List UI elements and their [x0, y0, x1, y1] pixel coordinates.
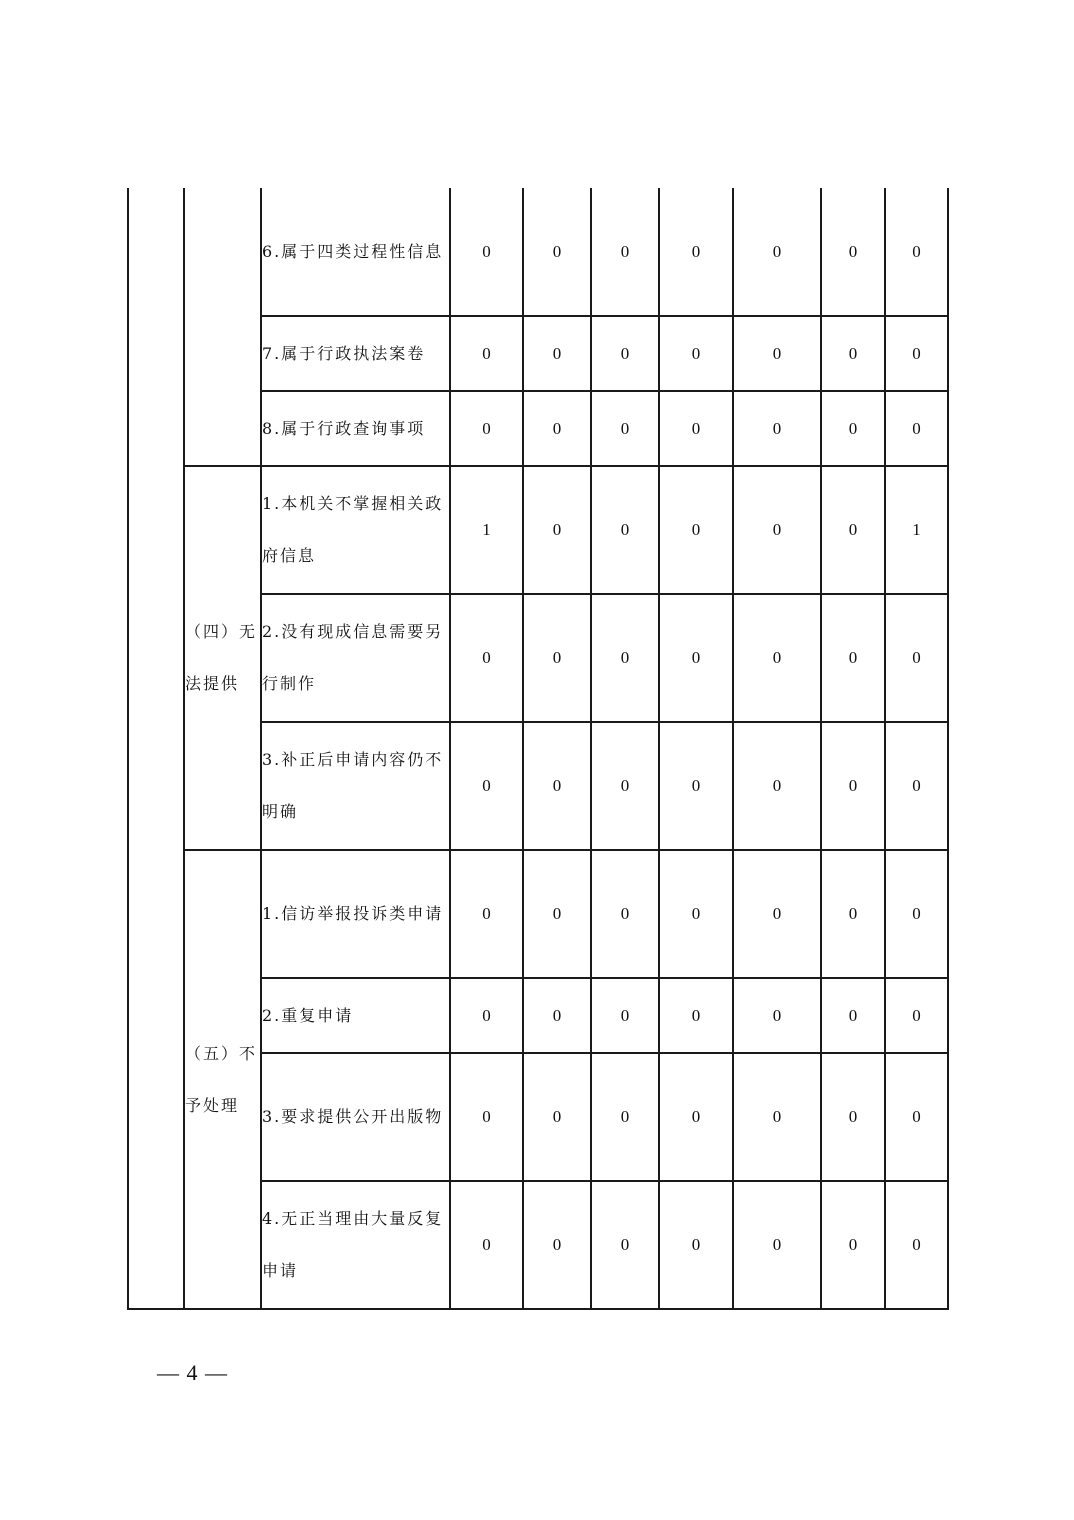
value-cell: 0 — [733, 722, 821, 850]
value-cell: 0 — [523, 316, 591, 391]
value-cell: 0 — [450, 594, 523, 722]
row-label: 1.本机关不掌握相关政府信息 — [261, 466, 450, 594]
value-cell: 0 — [523, 594, 591, 722]
value-cell: 0 — [885, 391, 948, 466]
value-cell: 0 — [659, 978, 733, 1053]
value-cell: 0 — [821, 594, 885, 722]
value-cell: 0 — [821, 391, 885, 466]
value-cell: 0 — [885, 978, 948, 1053]
value-cell: 0 — [523, 188, 591, 316]
value-cell: 0 — [523, 1181, 591, 1309]
value-cell: 0 — [885, 1181, 948, 1309]
value-cell: 0 — [523, 722, 591, 850]
value-cell: 0 — [733, 466, 821, 594]
value-cell: 0 — [450, 188, 523, 316]
group-cell — [184, 188, 261, 466]
row-label: 3.补正后申请内容仍不明确 — [261, 722, 450, 850]
value-cell: 0 — [821, 1181, 885, 1309]
value-cell: 0 — [733, 391, 821, 466]
row-label: 1.信访举报投诉类申请 — [261, 850, 450, 978]
value-cell: 0 — [885, 850, 948, 978]
value-cell: 0 — [450, 1053, 523, 1181]
value-cell: 0 — [733, 188, 821, 316]
value-cell: 0 — [821, 188, 885, 316]
value-cell: 0 — [659, 850, 733, 978]
value-cell: 0 — [591, 978, 659, 1053]
value-cell: 0 — [733, 850, 821, 978]
table-body — [128, 188, 948, 1309]
row-label: 2.重复申请 — [261, 978, 450, 1053]
value-cell: 0 — [450, 1181, 523, 1309]
statistics-table — [127, 188, 949, 1310]
value-cell: 0 — [733, 594, 821, 722]
value-cell: 0 — [733, 1053, 821, 1181]
value-cell: 0 — [450, 978, 523, 1053]
value-cell: 0 — [821, 722, 885, 850]
value-cell: 0 — [659, 722, 733, 850]
value-cell: 0 — [591, 722, 659, 850]
value-cell: 0 — [591, 316, 659, 391]
value-cell: 0 — [659, 188, 733, 316]
row-label: 3.要求提供公开出版物 — [261, 1053, 450, 1181]
value-cell: 0 — [733, 1181, 821, 1309]
value-cell: 0 — [821, 316, 885, 391]
value-cell: 0 — [659, 1181, 733, 1309]
value-cell: 0 — [591, 466, 659, 594]
row-label: 7.属于行政执法案卷 — [261, 316, 450, 391]
row-label: 6.属于四类过程性信息 — [261, 188, 450, 316]
value-cell: 0 — [591, 391, 659, 466]
value-cell: 0 — [821, 1053, 885, 1181]
value-cell: 0 — [591, 594, 659, 722]
value-cell: 0 — [591, 1181, 659, 1309]
value-cell: 0 — [885, 316, 948, 391]
group-cell: （四）无法提供 — [184, 466, 261, 850]
value-cell: 0 — [821, 850, 885, 978]
value-cell: 0 — [591, 1053, 659, 1181]
value-cell: 0 — [733, 978, 821, 1053]
value-cell: 0 — [591, 850, 659, 978]
table-row — [128, 850, 948, 978]
value-cell: 0 — [659, 391, 733, 466]
value-cell: 0 — [523, 978, 591, 1053]
value-cell: 0 — [450, 722, 523, 850]
value-cell: 0 — [450, 316, 523, 391]
value-cell: 0 — [659, 466, 733, 594]
value-cell: 0 — [591, 188, 659, 316]
value-cell: 0 — [659, 316, 733, 391]
value-cell: 1 — [885, 466, 948, 594]
value-cell: 0 — [659, 594, 733, 722]
value-cell: 0 — [523, 466, 591, 594]
value-cell: 0 — [450, 850, 523, 978]
row-label: 2.没有现成信息需要另行制作 — [261, 594, 450, 722]
value-cell: 0 — [450, 391, 523, 466]
table-row — [128, 466, 948, 594]
value-cell: 0 — [523, 391, 591, 466]
value-cell: 0 — [821, 978, 885, 1053]
value-cell: 0 — [523, 850, 591, 978]
value-cell: 0 — [659, 1053, 733, 1181]
value-cell: 0 — [885, 1053, 948, 1181]
page-number: — 4 — — [157, 1360, 228, 1385]
row-label: 8.属于行政查询事项 — [261, 391, 450, 466]
value-cell: 0 — [821, 466, 885, 594]
outer-category-cell — [128, 188, 184, 1309]
value-cell: 0 — [885, 722, 948, 850]
group-cell: （五）不予处理 — [184, 850, 261, 1309]
value-cell: 0 — [885, 594, 948, 722]
table-row — [128, 188, 948, 316]
row-label: 4.无正当理由大量反复申请 — [261, 1181, 450, 1309]
value-cell: 1 — [450, 466, 523, 594]
value-cell: 0 — [523, 1053, 591, 1181]
value-cell: 0 — [885, 188, 948, 316]
value-cell: 0 — [733, 316, 821, 391]
